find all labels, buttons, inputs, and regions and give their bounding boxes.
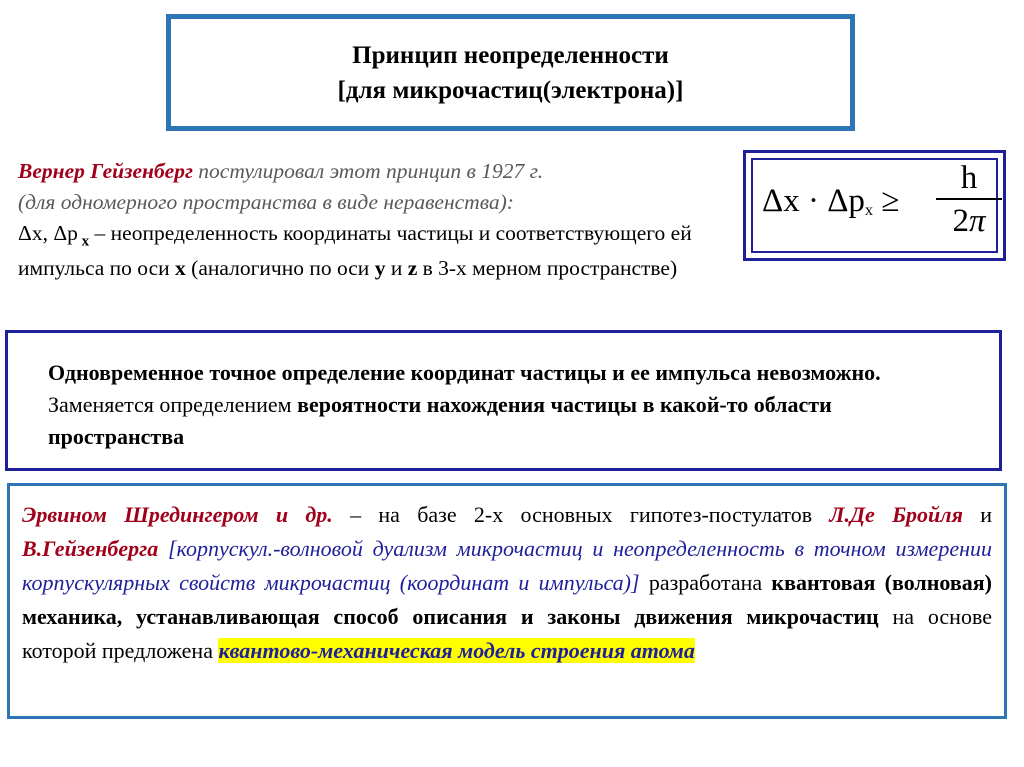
debroglie-name: Л.Де Бройля [829, 502, 963, 527]
schrodinger-text-1: на базе 2-х основных гипотез-постулатов [378, 502, 830, 527]
uncertainty-desc-2: (аналогично по оси [185, 256, 375, 281]
heisenberg-ref: В.Гейзенберга [22, 536, 159, 562]
atom-model-highlight: квантово-механическая модель строения атома [218, 638, 695, 664]
principle-bold-1: Одновременное точное определение координат частицы и ее импульса невозможно. [48, 360, 881, 385]
fraction-bar [936, 198, 1002, 200]
formula-box [743, 150, 1006, 261]
and-text: и [385, 256, 408, 281]
dimension-note: (для одномерного пространства в виде неравенства): [18, 190, 514, 215]
formula-product: Δx · Δp [762, 183, 865, 219]
formula-denominator [936, 204, 1002, 239]
principle-box [5, 330, 1002, 471]
schrodinger-dash: – [332, 502, 379, 527]
schrodinger-name: Эрвином Шредингером и др. [22, 502, 333, 527]
formula-fraction [936, 161, 1002, 238]
developed-text: разработана [639, 570, 772, 596]
title-box [166, 14, 855, 131]
formula-subscript: x [864, 202, 873, 219]
heisenberg-paragraph [18, 156, 730, 285]
uncertainty-symbols: Δx, Δp [18, 221, 78, 246]
formula-numerator: h [960, 160, 978, 196]
principle-bold-2: вероятности нахождения частицы в какой-то области пространства [48, 391, 832, 449]
formula-lhs [762, 183, 899, 220]
uncertainty-desc-3: в 3-х мерном пространстве) [417, 256, 678, 281]
uncertainty-subscript: x [77, 233, 90, 250]
denominator-two: 2 [952, 202, 969, 239]
schrodinger-box [7, 483, 1007, 719]
quantum-mechanics-text: квантовая (волновая) механика, устанавливающая способ описания и законы движения микрочастиц [22, 570, 992, 630]
denominator-pi: π [968, 202, 986, 239]
and-connector: и [962, 502, 992, 527]
slide-title: Принцип неопределенности [352, 41, 669, 69]
heisenberg-name: Вернер Гейзенберг [18, 159, 193, 183]
principle-normal: Заменяется определением [48, 391, 298, 417]
slide-subtitle: [для микрочастиц(электрона)] [337, 76, 684, 104]
axis-y: y [374, 256, 386, 281]
axis-z: z [407, 256, 418, 281]
axis-x: x [175, 256, 186, 281]
postulate-text: постулировал этот принцип в 1927 г. [192, 159, 544, 183]
uncertainty-desc-1: – неопределенность координаты частицы и соответствующего ей импульса по оси [18, 221, 692, 281]
bracket-note: [корпускул.-волновой дуализм микрочастиц и неопределенность в точном измерении корпускулярных свойств микрочастиц (координат и импульса)] [22, 536, 992, 596]
formula-ge: ≥ [872, 183, 900, 219]
schrodinger-text-2: на основе которой предложена [22, 604, 992, 664]
